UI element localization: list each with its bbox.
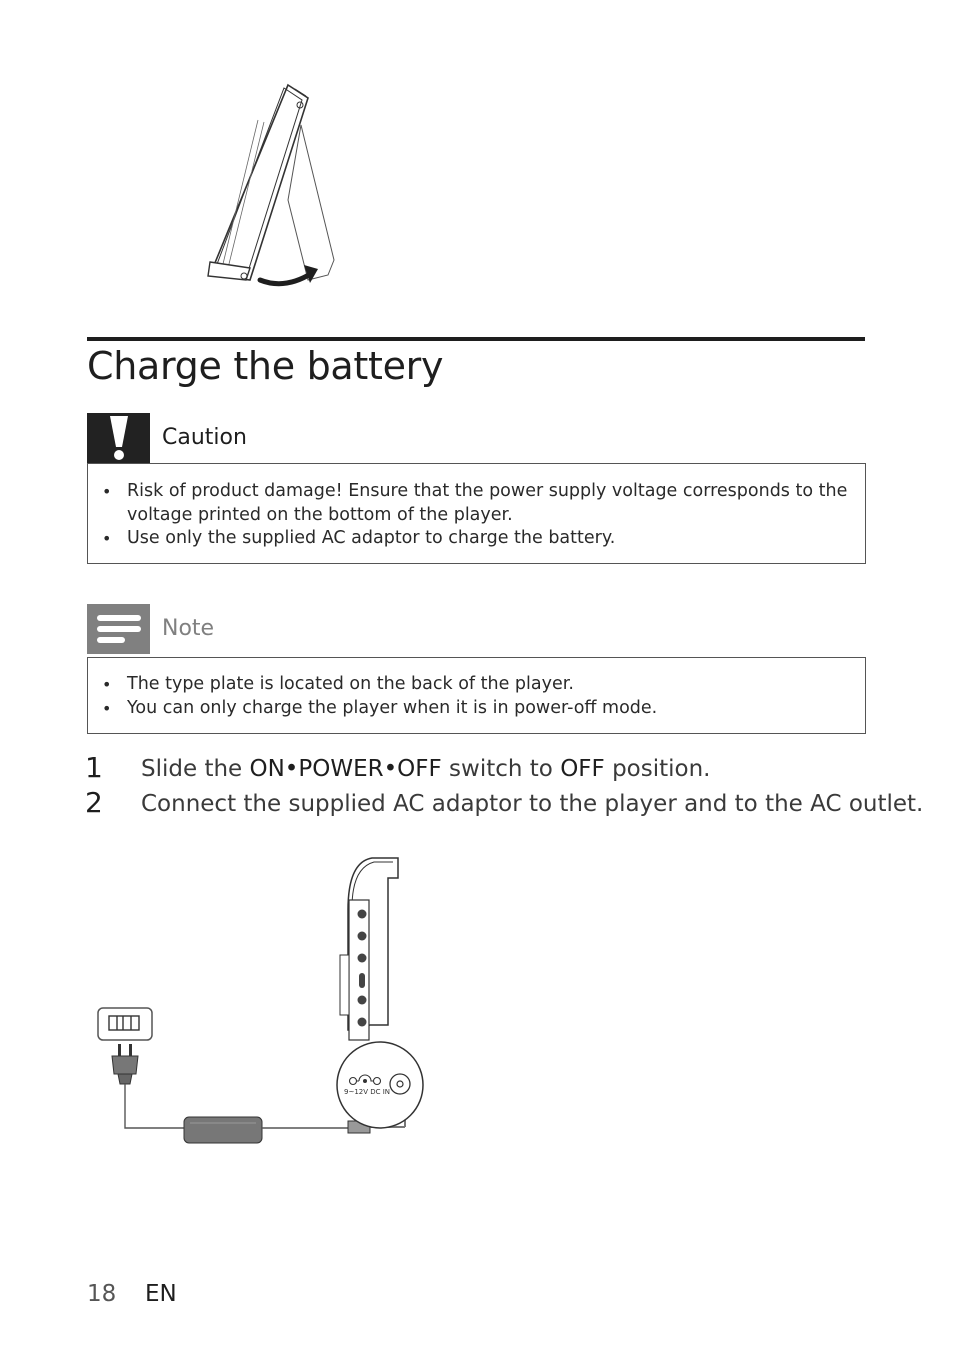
exclamation-icon [87, 413, 150, 463]
section-rule [87, 337, 865, 341]
player-stand-illustration [200, 80, 350, 295]
bullet-icon: • [102, 698, 112, 718]
section-title: Charge the battery [87, 344, 444, 388]
note-label: Note [162, 616, 215, 641]
switch-name: ON•POWER•OFF [249, 756, 442, 782]
charging-illustration [90, 850, 440, 1150]
position-name: OFF [560, 756, 605, 782]
step-number: 1 [85, 751, 103, 784]
bullet-icon: • [102, 529, 112, 548]
bullet-icon: • [102, 482, 112, 501]
note-box [87, 657, 866, 734]
plug-icon [112, 1044, 138, 1084]
list-item: • Use only the supplied AC adaptor to charge the battery. [88, 527, 865, 551]
step-text: Slide the ON•POWER•OFF switch to OFF position. [141, 756, 711, 782]
dc-in-label: 9~12V DC IN [344, 1088, 391, 1096]
note-lines-icon [87, 604, 150, 654]
page-number: 18 [87, 1281, 117, 1307]
step-text: Connect the supplied AC adaptor to the player and to the AC outlet. [141, 791, 924, 817]
list-item: • You can only charge the player when it is in power-off mode. [88, 697, 865, 721]
language-code: EN [145, 1281, 177, 1307]
step-number: 2 [85, 786, 103, 819]
list-item: • The type plate is located on the back of the player. [88, 673, 865, 697]
caution-header [87, 413, 865, 463]
bullet-icon: • [102, 675, 112, 694]
caution-box [87, 463, 866, 564]
note-header [87, 604, 865, 654]
list-item: • Risk of product damage! Ensure that the power supply voltage corresponds to the voltage printed on the bottom of the player. [102, 481, 848, 525]
caution-label: Caution [162, 425, 247, 450]
outlet-icon [98, 1008, 152, 1040]
